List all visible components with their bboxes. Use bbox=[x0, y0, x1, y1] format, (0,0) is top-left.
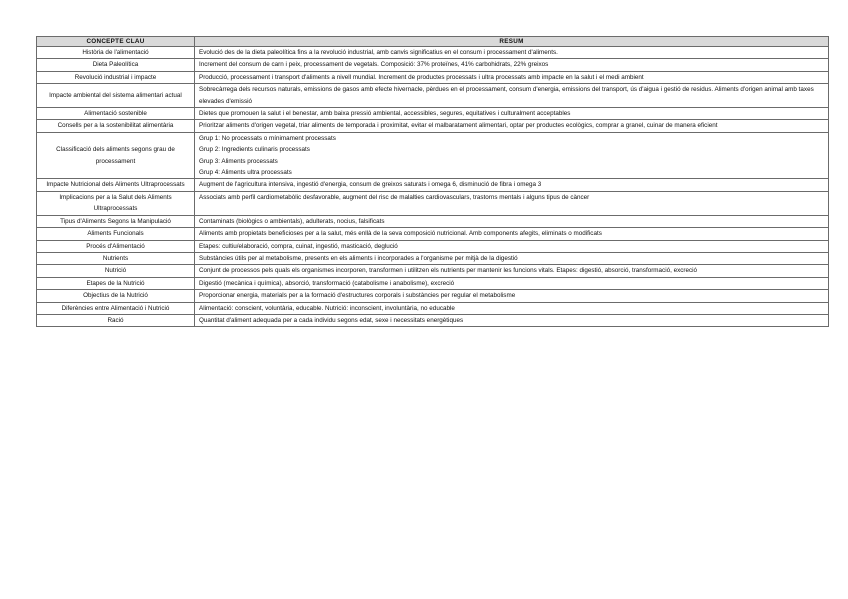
table-row bbox=[37, 265, 829, 277]
summary-line: Contaminats (biològics o ambientals), adulterats, nocius, falsificats bbox=[199, 217, 385, 225]
table-row bbox=[37, 302, 829, 314]
summary-cell bbox=[195, 120, 829, 132]
concept-cell: Nutrients bbox=[37, 252, 195, 264]
concept-cell: Consells per a la sostenibilitat alimentària bbox=[37, 120, 195, 132]
table-row bbox=[37, 290, 829, 302]
table-body bbox=[37, 47, 829, 327]
concept-cell: Tipus d'Aliments Segons la Manipulació bbox=[37, 215, 195, 227]
concept-cell: Classificació dels aliments segons grau de processament bbox=[37, 132, 195, 179]
concept-cell: Diferències entre Alimentació i Nutrició bbox=[37, 302, 195, 314]
summary-line: Evolució des de la dieta paleolítica fins a la revolució industrial, amb canvis significatius en el consum i processament d'aliments. bbox=[199, 49, 558, 56]
table-row bbox=[37, 47, 829, 59]
concept-cell: Alimentació sostenible bbox=[37, 108, 195, 120]
summary-line: Grup 4: Aliments ultra processats bbox=[199, 169, 292, 177]
summary-cell bbox=[195, 132, 829, 179]
summary-cell bbox=[195, 265, 829, 277]
concept-cell: Implicacions per a la Salut dels Aliments Ultraprocessats bbox=[37, 191, 195, 215]
summary-line: Grup 1: No processats o mínimament processats bbox=[199, 134, 336, 142]
summary-line: Augment de l'agricultura intensiva, ingestió d'energia, consum de greixos saturats i omega 6, disminució de fibra i omega 3 bbox=[199, 181, 542, 189]
concept-cell: Dieta Paleolítica bbox=[37, 59, 195, 71]
summary-cell bbox=[195, 108, 829, 120]
concept-cell: Impacte Nutricional dels Aliments Ultraprocessats bbox=[37, 179, 195, 191]
summary-line: Quantitat d'aliment adequada per a cada individu segons edat, sexe i necessitats energètiques bbox=[199, 316, 464, 324]
concept-cell: Aliments Funcionals bbox=[37, 228, 195, 240]
concepts-table bbox=[36, 36, 829, 327]
summary-line: Alimentació: conscient, voluntària, educable. Nutrició: inconscient, involuntària, no educable bbox=[199, 304, 455, 312]
summary-cell bbox=[195, 215, 829, 227]
summary-cell bbox=[195, 228, 829, 240]
table-row bbox=[37, 108, 829, 120]
summary-line: Substàncies útils per al metabolisme, presents en els aliments i incorporades a l'organisme per mitjà de la digestió bbox=[199, 254, 518, 262]
table-header-row bbox=[37, 37, 829, 47]
summary-cell bbox=[195, 84, 829, 108]
summary-cell bbox=[195, 277, 829, 289]
summary-line: Digestió (mecànica i química), absorció, transformació (catabolisme i anabolisme), excreció bbox=[199, 279, 455, 287]
table-row bbox=[37, 277, 829, 289]
concept-cell: Ració bbox=[37, 314, 195, 326]
summary-line: Grup 2: Ingredients culinaris processats bbox=[199, 146, 310, 154]
summary-cell bbox=[195, 191, 829, 215]
summary-cell bbox=[195, 290, 829, 302]
summary-line: Producció, processament i transport d'aliments a nivell mundial. Increment de productes processats i ultra processats amb impacte en la salut i el medi ambient bbox=[199, 73, 644, 81]
concept-cell: Impacte ambiental del sistema alimentari actual bbox=[37, 84, 195, 108]
concept-cell: Etapes de la Nutrició bbox=[37, 277, 195, 289]
table-row bbox=[37, 240, 829, 252]
table-row bbox=[37, 191, 829, 215]
table-row bbox=[37, 228, 829, 240]
table-row bbox=[37, 132, 829, 179]
summary-cell bbox=[195, 71, 829, 83]
table-row bbox=[37, 252, 829, 264]
summary-line: Proporcionar energia, materials per a la formació d'estructures corporals i substàncies per regular el metabolisme bbox=[199, 292, 516, 300]
concept-cell: Història de l'alimentació bbox=[37, 47, 195, 59]
concept-cell: Revolució industrial i impacte bbox=[37, 71, 195, 83]
summary-line: Dietes que promouen la salut i el benestar, amb baixa pressió ambiental, accessibles, segures, equitatives i culturalment acceptables bbox=[199, 110, 571, 118]
summary-cell bbox=[195, 240, 829, 252]
summary-line: Sobrecàrrega dels recursos naturals, emissions de gasos amb efecte hivernacle, pèrdues en el processament, consum d'energia, emissions del transport, ús d'aigua i gestió de residus. Aliments d'origen animal amb taxes elevades d'emissió bbox=[199, 86, 814, 105]
concept-cell: Nutrició bbox=[37, 265, 195, 277]
table-row bbox=[37, 120, 829, 132]
summary-cell bbox=[195, 252, 829, 264]
concept-column-header: CONCEPTE CLAU bbox=[37, 37, 195, 47]
summary-cell bbox=[195, 314, 829, 326]
document-page bbox=[36, 36, 828, 327]
summary-line: Increment del consum de carn i peix, processament de vegetals. Composició: 37% proteïnes, 41% carbohidrats, 22% greixos bbox=[199, 61, 549, 69]
concept-cell: Objectius de la Nutrició bbox=[37, 290, 195, 302]
table-row bbox=[37, 179, 829, 191]
summary-line: Etapes: cultiu/elaboració, compra, cuinat, ingestió, masticació, deglució bbox=[199, 242, 398, 250]
table-row bbox=[37, 314, 829, 326]
summary-cell bbox=[195, 302, 829, 314]
summary-line: Grup 3: Aliments processats bbox=[199, 157, 278, 165]
summary-line: Aliments amb propietats beneficioses per a la salut, més enllà de la seva composició nutricional. Amb components afegits, eliminats o modificats bbox=[199, 230, 602, 238]
summary-cell bbox=[195, 59, 829, 71]
summary-cell bbox=[195, 179, 829, 191]
table-row bbox=[37, 59, 829, 71]
summary-cell bbox=[195, 47, 829, 59]
concept-cell: Procés d'Alimentació bbox=[37, 240, 195, 252]
summary-line: Associats amb perfil cardiometabòlic desfavorable, augment del risc de malalties cardiovasculars, trastorns mentals i alguns tipus de càncer bbox=[199, 193, 590, 201]
summary-line: Conjunt de processos pels quals els organismes incorporen, transformen i utilitzen els nutrients per mantenir les funcions vitals. Etapes: digestió, absorció, transformació, excreció bbox=[199, 267, 698, 275]
table-row bbox=[37, 71, 829, 83]
table-row bbox=[37, 84, 829, 108]
summary-line: Prioritzar aliments d'origen vegetal, triar aliments de temporada i proximitat, evitar el malbaratament alimentari, optar per productes ecològics, comprar a granel, cuinar de manera eficient bbox=[199, 122, 718, 130]
summary-column-header: RESUM bbox=[195, 37, 829, 47]
table-row bbox=[37, 215, 829, 227]
